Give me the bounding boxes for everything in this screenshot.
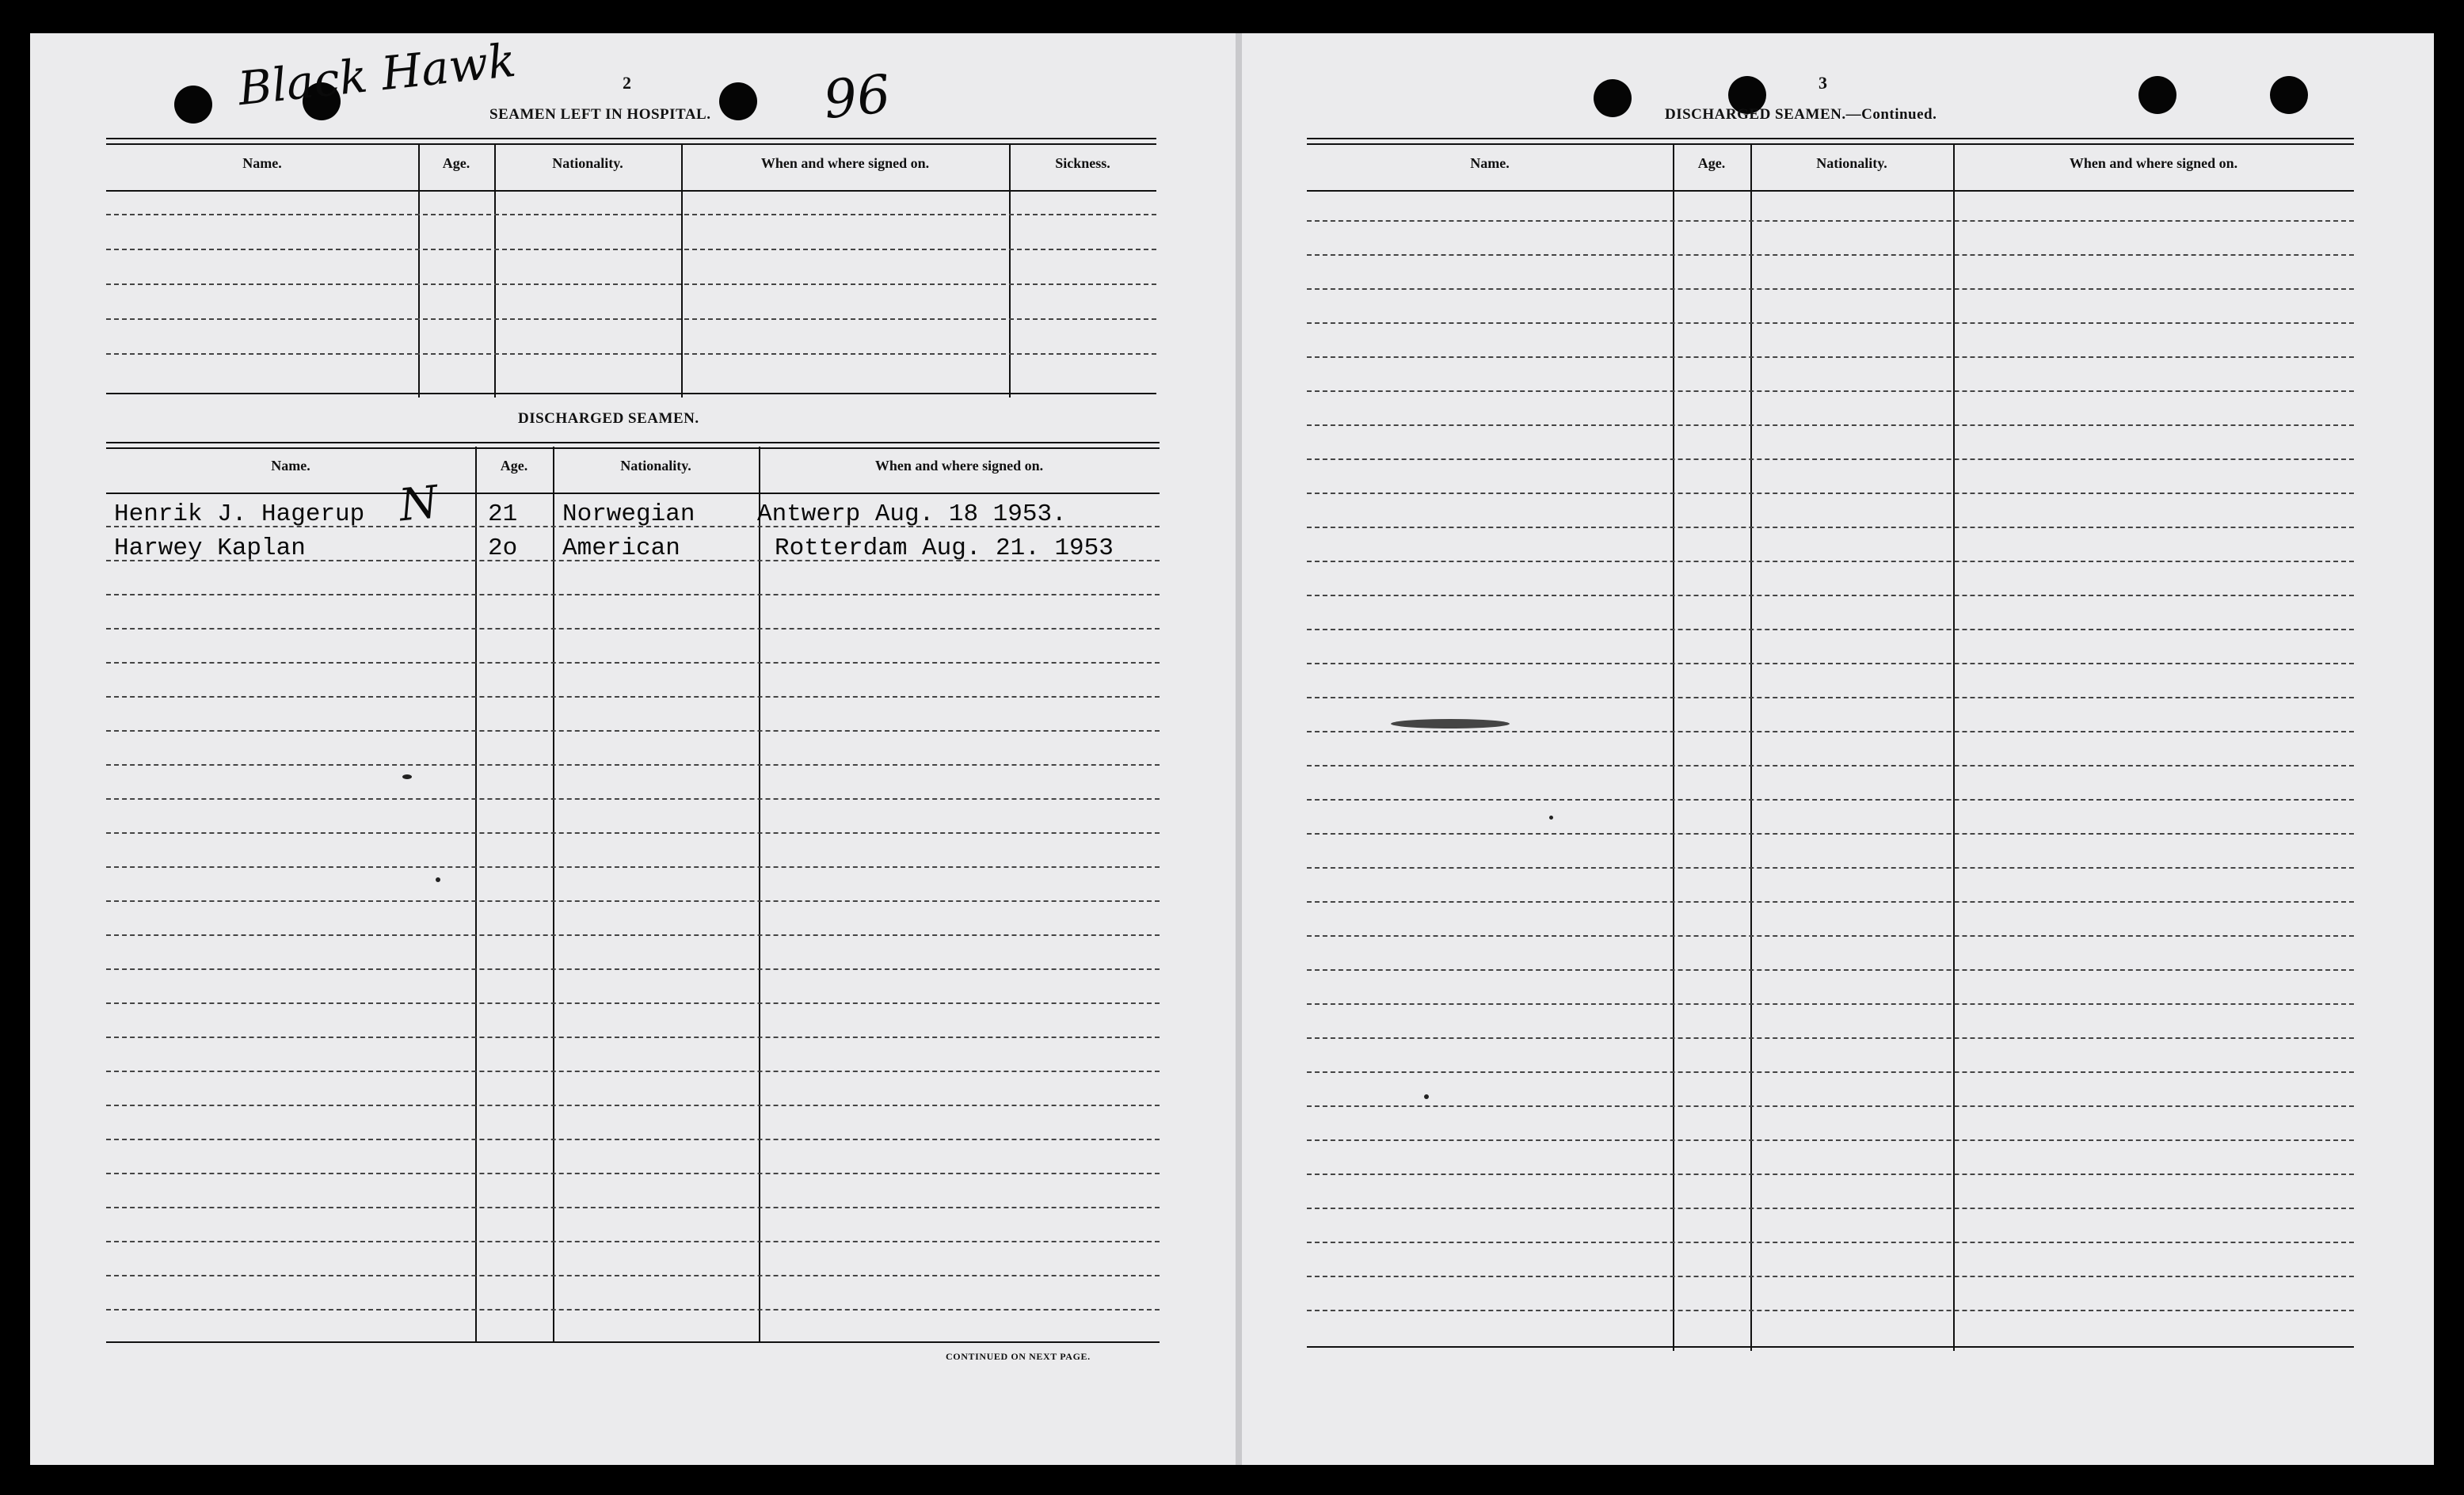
ruled-line	[106, 1105, 1160, 1106]
heading-suffix: —Continued.	[1845, 106, 1937, 123]
heading-text: DISCHARGED SEAMEN.	[1665, 106, 1846, 123]
ruled-line	[1307, 1105, 2354, 1107]
column-header-sickness: Sickness.	[1055, 155, 1110, 171]
column-header-nationality: Nationality.	[620, 458, 691, 474]
ruled-line	[106, 594, 1160, 595]
ruled-line	[1307, 561, 2354, 562]
discharged-table	[106, 440, 1160, 1348]
ruled-line	[106, 900, 1160, 902]
ruled-line	[1307, 356, 2354, 358]
ruled-line	[106, 1139, 1160, 1140]
ruled-line	[1307, 424, 2354, 426]
column-header-name: Name.	[271, 458, 310, 474]
scan-speck	[1391, 719, 1510, 728]
ruled-line	[1307, 1139, 2354, 1141]
seaman-age: 21	[488, 500, 518, 528]
column-header-name: Name.	[1470, 155, 1510, 171]
ruled-line	[106, 968, 1160, 970]
column-header-age: Age.	[1697, 155, 1726, 171]
punch-hole	[2138, 76, 2176, 114]
scan-speck	[1424, 1094, 1429, 1099]
ruled-line	[1307, 390, 2354, 392]
ruled-line	[1307, 527, 2354, 528]
ruled-line	[1307, 1310, 2354, 1311]
ruled-line	[1307, 493, 2354, 494]
seaman-nationality: American	[562, 534, 680, 562]
column-header-nationality: Nationality.	[552, 155, 623, 171]
ruled-line	[1307, 322, 2354, 324]
seaman-age: 2o	[488, 534, 518, 562]
punch-hole	[1594, 79, 1632, 117]
punch-hole	[174, 86, 212, 124]
ruled-line	[1307, 1208, 2354, 1209]
ruled-line	[1307, 1037, 2354, 1039]
continued-footer-note: CONTINUED ON NEXT PAGE.	[946, 1351, 1091, 1362]
ruled-line	[1307, 697, 2354, 698]
ruled-line	[1307, 1003, 2354, 1005]
ruled-line	[106, 730, 1160, 732]
scan-speck	[1549, 816, 1553, 820]
ruled-line	[1307, 833, 2354, 835]
ruled-line	[106, 1173, 1160, 1174]
column-header-signed-on: When and where signed on.	[874, 458, 1044, 474]
ruled-line	[106, 764, 1160, 766]
column-header-age: Age.	[500, 458, 528, 474]
discharged-section-heading: DISCHARGED SEAMEN.	[518, 410, 699, 427]
discharged-continued-table	[1307, 135, 2354, 1348]
ruled-line	[1307, 969, 2354, 971]
ruled-line	[1307, 765, 2354, 767]
ruled-line	[106, 1275, 1160, 1276]
column-header-signed-on: When and where signed on.	[760, 155, 930, 171]
ruled-line	[106, 832, 1160, 834]
ruled-line	[106, 1071, 1160, 1072]
hospital-table	[106, 135, 1156, 396]
punch-hole	[719, 82, 757, 120]
ruled-line	[106, 1241, 1160, 1242]
scan-speck	[436, 877, 440, 882]
ruled-line	[1307, 1174, 2354, 1175]
ruled-line	[1307, 1071, 2354, 1073]
column-header-age: Age.	[442, 155, 470, 171]
ruled-line	[106, 866, 1160, 868]
seaman-name: Harwey Kaplan	[114, 534, 306, 562]
page-gutter	[1236, 33, 1242, 1465]
ruled-line	[106, 798, 1160, 800]
handwritten-mark: 96	[821, 63, 893, 131]
ruled-line	[1307, 935, 2354, 937]
ruled-line	[106, 662, 1160, 664]
ruled-line	[1307, 1276, 2354, 1277]
handwritten-check-mark: N	[396, 476, 441, 532]
punch-hole	[2270, 76, 2308, 114]
discharged-continued-heading	[1665, 106, 1937, 124]
seaman-signed-on: Antwerp Aug. 18 1953.	[757, 500, 1067, 528]
ruled-line	[1307, 254, 2354, 256]
hospital-section-heading: SEAMEN LEFT IN HOSPITAL.	[489, 106, 711, 123]
ruled-line	[1307, 731, 2354, 732]
scan-speck	[402, 774, 412, 779]
ruled-line	[1307, 458, 2354, 460]
seaman-name: Henrik J. Hagerup	[114, 500, 365, 528]
handwritten-ship-name: Black Hawk	[235, 32, 519, 116]
ruled-line	[106, 1002, 1160, 1004]
ruled-line	[1307, 288, 2354, 290]
ruled-line	[106, 1309, 1160, 1311]
ruled-line	[1307, 663, 2354, 664]
ruled-line	[1307, 799, 2354, 801]
page-number: 2	[623, 73, 631, 93]
column-header-name: Name.	[242, 155, 282, 171]
ruled-line	[1307, 1242, 2354, 1243]
column-header-signed-on: When and where signed on.	[2069, 155, 2238, 171]
ruled-line	[1307, 220, 2354, 222]
ruled-line	[1307, 901, 2354, 903]
ruled-line	[106, 1037, 1160, 1038]
column-header-nationality: Nationality.	[1816, 155, 1887, 171]
page-number: 3	[1818, 73, 1827, 93]
seaman-nationality: Norwegian	[562, 500, 695, 528]
seaman-signed-on: Rotterdam Aug. 21. 1953	[775, 534, 1114, 562]
ruled-line	[1307, 867, 2354, 869]
ruled-line	[1307, 595, 2354, 596]
ruled-line	[1307, 629, 2354, 630]
ruled-line	[106, 934, 1160, 936]
ruled-line	[106, 628, 1160, 630]
ruled-line	[106, 696, 1160, 698]
ruled-line	[106, 1207, 1160, 1208]
